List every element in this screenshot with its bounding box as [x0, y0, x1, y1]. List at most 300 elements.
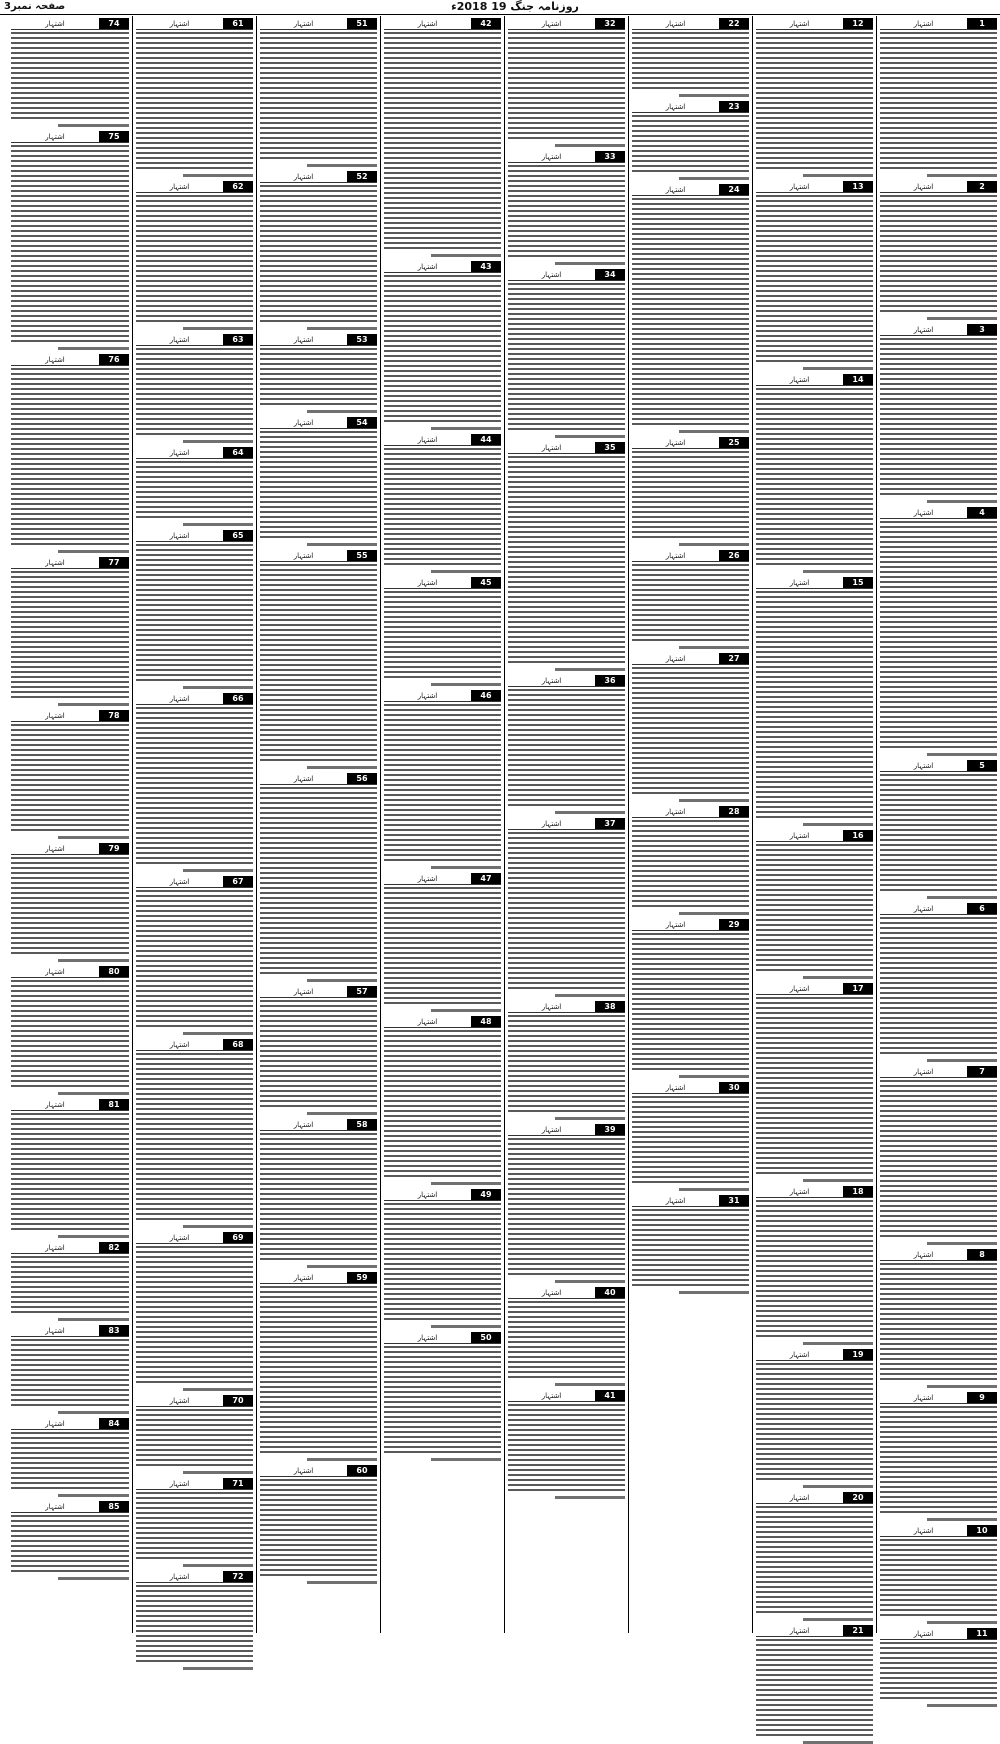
notice-label: اشتہار: [789, 1626, 810, 1635]
notice-header: [384, 690, 501, 702]
notice-header: [260, 417, 377, 429]
notice-label: اشتہار: [293, 551, 314, 560]
notice-last-line: [555, 1280, 625, 1283]
notice-number: 25: [719, 437, 749, 448]
notice-number: 79: [99, 843, 129, 854]
notice-text-block: [384, 1346, 501, 1456]
notice-38: [508, 1001, 625, 1120]
notice-label: اشتہار: [789, 19, 810, 28]
notice-number: 35: [595, 442, 625, 453]
notice-label: اشتہار: [665, 438, 686, 447]
notice-label: اشتہار: [417, 19, 438, 28]
notice-number: 57: [347, 986, 377, 997]
notice-label: اشتہار: [45, 1502, 65, 1511]
notice-72: [136, 1571, 253, 1670]
notice-header: [11, 557, 129, 569]
notice-text-block: [136, 461, 253, 521]
notice-header: [508, 269, 625, 281]
notice-last-line: [58, 1411, 129, 1414]
notice-text-block: [11, 368, 129, 548]
notice-label: اشتہار: [293, 1120, 314, 1129]
notice-label: اشتہار: [417, 1017, 438, 1026]
notice-31: [632, 1195, 749, 1294]
notice-number: 32: [595, 18, 625, 29]
column-5: [380, 16, 504, 1633]
notice-label: اشتہار: [45, 1100, 65, 1109]
notice-number: 56: [347, 773, 377, 784]
notice-label: اشتہار: [293, 774, 314, 783]
notice-84: [11, 1418, 129, 1497]
notice-last-line: [927, 317, 997, 320]
notice-last-line: [803, 367, 873, 370]
notice-header: [880, 1066, 997, 1078]
notice-text-block: [508, 1404, 625, 1494]
notice-last-line: [183, 1667, 253, 1670]
notice-last-line: [679, 1188, 749, 1191]
notice-header: [632, 437, 749, 449]
notice-last-line: [555, 144, 625, 147]
notice-header: [880, 181, 997, 193]
notice-last-line: [307, 1112, 377, 1115]
notice-label: اشتہار: [541, 1002, 562, 1011]
notice-number: 69: [223, 1232, 253, 1243]
notice-last-line: [183, 1564, 253, 1567]
notice-header: [880, 1525, 997, 1537]
notice-last-line: [679, 177, 749, 180]
notice-66: [136, 693, 253, 872]
notice-number: 15: [843, 577, 873, 588]
notice-number: 47: [471, 873, 501, 884]
notice-number: 46: [471, 690, 501, 701]
notice-16: [756, 830, 873, 979]
notice-label: اشتہار: [665, 1196, 686, 1205]
notice-27: [632, 653, 749, 802]
notice-header: [508, 442, 625, 454]
notice-last-line: [927, 1518, 997, 1521]
notice-label: اشتہار: [541, 1288, 562, 1297]
column-8: [8, 16, 132, 1633]
notice-11: [880, 1628, 997, 1707]
notice-label: اشتہار: [45, 132, 65, 141]
notice-label: اشتہار: [169, 1572, 190, 1581]
notice-number: 7: [967, 1066, 997, 1077]
notice-number: 66: [223, 693, 253, 704]
notice-header: [11, 131, 129, 143]
notice-label: اشتہار: [913, 904, 934, 913]
notice-label: اشتہار: [417, 578, 438, 587]
notice-text-block: [136, 544, 253, 684]
notice-text-block: [880, 1642, 997, 1702]
notice-header: [384, 1189, 501, 1201]
notice-77: [11, 557, 129, 706]
notice-label: اشتہار: [169, 19, 190, 28]
column-3: [628, 16, 752, 1633]
notice-label: اشتہار: [293, 987, 314, 996]
notice-text-block: [260, 787, 377, 977]
notice-number: 84: [99, 1418, 129, 1429]
notice-label: اشتہار: [665, 807, 686, 816]
notice-text-block: [260, 32, 377, 162]
notice-4: [880, 507, 997, 756]
notice-header: [11, 1501, 129, 1513]
notice-number: 67: [223, 876, 253, 887]
notice-number: 53: [347, 334, 377, 345]
notice-40: [508, 1287, 625, 1386]
notice-number: 11: [967, 1628, 997, 1639]
notice-text-block: [384, 275, 501, 425]
notice-label: اشتہار: [293, 418, 314, 427]
notice-header: [508, 151, 625, 163]
notice-last-line: [803, 1342, 873, 1345]
notice-number: 8: [967, 1249, 997, 1260]
notice-last-line: [555, 435, 625, 438]
notice-header: [756, 1492, 873, 1504]
notice-text-block: [260, 1479, 377, 1579]
notice-label: اشتہار: [169, 1040, 190, 1049]
notice-last-line: [555, 262, 625, 265]
column-2: [752, 16, 876, 1633]
notice-58: [260, 1119, 377, 1268]
notice-text-block: [11, 1432, 129, 1492]
notice-number: 51: [347, 18, 377, 29]
notice-text-block: [11, 1339, 129, 1409]
notice-label: اشتہار: [45, 1326, 65, 1335]
notice-text-block: [136, 348, 253, 438]
notice-header: [632, 101, 749, 113]
notice-text-block: [260, 348, 377, 408]
notice-63: [136, 334, 253, 443]
notice-text-block: [508, 165, 625, 260]
notice-header: [11, 18, 129, 30]
notice-number: 36: [595, 675, 625, 686]
notice-62: [136, 181, 253, 330]
notice-70: [136, 1395, 253, 1474]
notice-21: [756, 1625, 873, 1744]
notice-number: 59: [347, 1272, 377, 1283]
notice-header: [756, 1349, 873, 1361]
notice-last-line: [58, 1494, 129, 1497]
notice-header: [632, 18, 749, 30]
notice-label: اشتہار: [45, 19, 65, 28]
notice-text-block: [384, 704, 501, 864]
notice-text-block: [384, 1203, 501, 1323]
notice-number: 74: [99, 18, 129, 29]
notice-last-line: [679, 1075, 749, 1078]
notice-text-block: [11, 1113, 129, 1233]
notice-text-block: [880, 32, 997, 172]
notice-42: [384, 18, 501, 257]
notice-last-line: [307, 1458, 377, 1461]
notice-74: [11, 18, 129, 127]
notice-last-line: [431, 254, 501, 257]
notice-label: اشتہار: [789, 1350, 810, 1359]
notice-text-block: [260, 1133, 377, 1263]
notice-last-line: [679, 1291, 749, 1294]
notice-number: 54: [347, 417, 377, 428]
notice-number: 26: [719, 550, 749, 561]
notice-text-block: [632, 115, 749, 175]
notice-text-block: [880, 774, 997, 894]
notice-number: 77: [99, 557, 129, 568]
notice-15: [756, 577, 873, 826]
notice-header: [136, 18, 253, 30]
notice-last-line: [927, 1242, 997, 1245]
notice-last-line: [803, 570, 873, 573]
notice-number: 19: [843, 1349, 873, 1360]
notice-number: 60: [347, 1465, 377, 1476]
notice-number: 31: [719, 1195, 749, 1206]
notice-header: [136, 1478, 253, 1490]
notice-text-block: [384, 887, 501, 1007]
notice-label: اشتہار: [541, 819, 562, 828]
notice-69: [136, 1232, 253, 1391]
notice-23: [632, 101, 749, 180]
notice-header: [11, 966, 129, 978]
notice-text-block: [11, 980, 129, 1090]
notice-header: [260, 986, 377, 998]
notice-last-line: [431, 866, 501, 869]
notice-29: [632, 919, 749, 1078]
notice-text-block: [11, 857, 129, 957]
notice-text-block: [756, 1639, 873, 1739]
notice-header: [260, 1272, 377, 1284]
notice-label: اشتہار: [293, 335, 314, 344]
notice-header: [384, 1016, 501, 1028]
notice-53: [260, 334, 377, 413]
notice-last-line: [183, 1388, 253, 1391]
notice-text-block: [384, 591, 501, 681]
notice-81: [11, 1099, 129, 1238]
notice-header: [632, 653, 749, 665]
notice-label: اشتہار: [417, 691, 438, 700]
notice-text-block: [384, 32, 501, 252]
notice-text-block: [756, 844, 873, 974]
notice-header: [756, 1625, 873, 1637]
notice-label: اشتہار: [169, 448, 190, 457]
notice-last-line: [307, 766, 377, 769]
notice-last-line: [183, 1225, 253, 1228]
masthead: [0, 0, 1000, 15]
notice-number: 13: [843, 181, 873, 192]
notice-number: 76: [99, 354, 129, 365]
notice-header: [11, 1242, 129, 1254]
notice-last-line: [803, 823, 873, 826]
notice-number: 85: [99, 1501, 129, 1512]
notice-17: [756, 983, 873, 1182]
notice-text-block: [136, 195, 253, 325]
notice-label: اشتہار: [789, 578, 810, 587]
notice-number: 18: [843, 1186, 873, 1197]
notice-label: اشتہار: [913, 761, 934, 770]
notice-24: [632, 184, 749, 433]
notice-45: [384, 577, 501, 686]
notice-2: [880, 181, 997, 320]
notice-last-line: [555, 1117, 625, 1120]
notice-48: [384, 1016, 501, 1185]
notice-85: [11, 1501, 129, 1580]
notice-header: [260, 18, 377, 30]
notice-text-block: [632, 32, 749, 92]
notice-header: [632, 919, 749, 931]
notice-number: 40: [595, 1287, 625, 1298]
notice-label: اشتہار: [169, 182, 190, 191]
notice-13: [756, 181, 873, 370]
notice-number: 48: [471, 1016, 501, 1027]
notice-number: 78: [99, 710, 129, 721]
notice-number: 44: [471, 434, 501, 445]
notice-41: [508, 1390, 625, 1499]
notice-18: [756, 1186, 873, 1345]
notice-last-line: [555, 1496, 625, 1499]
notice-text-block: [136, 1585, 253, 1665]
notice-text-block: [756, 1506, 873, 1616]
notice-text-block: [508, 1015, 625, 1115]
notice-text-block: [508, 32, 625, 142]
notice-header: [384, 261, 501, 273]
notice-20: [756, 1492, 873, 1621]
notice-text-block: [136, 1246, 253, 1386]
notice-label: اشتہار: [665, 1083, 686, 1092]
notice-header: [136, 1232, 253, 1244]
notice-label: اشتہار: [789, 831, 810, 840]
notice-label: اشتہار: [45, 558, 65, 567]
notice-10: [880, 1525, 997, 1624]
notice-last-line: [307, 1265, 377, 1268]
notice-71: [136, 1478, 253, 1567]
notice-text-block: [632, 1096, 749, 1186]
notice-text-block: [632, 667, 749, 797]
notice-last-line: [803, 1618, 873, 1621]
notice-label: اشتہار: [417, 262, 438, 271]
notice-text-block: [756, 591, 873, 821]
notice-header: [756, 983, 873, 995]
notice-label: اشتہار: [293, 1273, 314, 1282]
notice-last-line: [58, 1235, 129, 1238]
notice-header: [136, 693, 253, 705]
notice-text-block: [136, 890, 253, 1030]
notice-header: [11, 1099, 129, 1111]
notice-header: [880, 1392, 997, 1404]
notice-header: [880, 903, 997, 915]
notice-28: [632, 806, 749, 915]
notice-header: [260, 1119, 377, 1131]
notice-last-line: [183, 327, 253, 330]
notice-12: [756, 18, 873, 177]
notice-header: [632, 1195, 749, 1207]
notice-number: 82: [99, 1242, 129, 1253]
page-number: صفحہ نمبر3: [4, 1, 66, 12]
notice-number: 52: [347, 171, 377, 182]
notice-number: 2: [967, 181, 997, 192]
notice-label: اشتہار: [789, 182, 810, 191]
notice-last-line: [927, 500, 997, 503]
notice-label: اشتہار: [913, 1526, 934, 1535]
notice-3: [880, 324, 997, 503]
notice-header: [756, 577, 873, 589]
notice-text-block: [11, 32, 129, 122]
notice-last-line: [927, 1704, 997, 1707]
notice-label: اشتہار: [665, 102, 686, 111]
notice-header: [384, 1332, 501, 1344]
notice-header: [508, 1390, 625, 1402]
notice-label: اشتہار: [169, 1233, 190, 1242]
notice-last-line: [58, 959, 129, 962]
notice-text-block: [11, 724, 129, 834]
notice-last-line: [679, 543, 749, 546]
notice-number: 41: [595, 1390, 625, 1401]
notice-last-line: [183, 1471, 253, 1474]
notice-text-block: [632, 451, 749, 541]
column-6: [256, 16, 380, 1633]
notice-label: اشتہار: [665, 920, 686, 929]
notice-label: اشتہار: [913, 182, 934, 191]
notice-header: [880, 760, 997, 772]
notice-label: اشتہار: [541, 443, 562, 452]
notice-header: [136, 530, 253, 542]
notice-number: 37: [595, 818, 625, 829]
notice-last-line: [183, 686, 253, 689]
notice-14: [756, 374, 873, 573]
notice-number: 71: [223, 1478, 253, 1489]
notice-label: اشتہار: [789, 375, 810, 384]
notice-number: 23: [719, 101, 749, 112]
notice-header: [508, 1287, 625, 1299]
notice-50: [384, 1332, 501, 1461]
notice-number: 12: [843, 18, 873, 29]
notice-number: 17: [843, 983, 873, 994]
notice-1: [880, 18, 997, 177]
notice-label: اشتہار: [541, 270, 562, 279]
notice-text-block: [508, 1138, 625, 1278]
notice-header: [384, 434, 501, 446]
notice-25: [632, 437, 749, 546]
notice-header: [11, 1418, 129, 1430]
notice-header: [136, 876, 253, 888]
notice-header: [136, 1571, 253, 1583]
notice-7: [880, 1066, 997, 1245]
notice-last-line: [803, 1485, 873, 1488]
notice-label: اشتہار: [169, 335, 190, 344]
notice-last-line: [58, 703, 129, 706]
notice-55: [260, 550, 377, 769]
notice-text-block: [756, 997, 873, 1177]
notice-32: [508, 18, 625, 147]
notice-text-block: [756, 195, 873, 365]
notice-number: 3: [967, 324, 997, 335]
notice-number: 83: [99, 1325, 129, 1336]
notice-text-block: [260, 1286, 377, 1456]
notice-number: 58: [347, 1119, 377, 1130]
notice-last-line: [58, 124, 129, 127]
notice-last-line: [431, 1325, 501, 1328]
notice-label: اشتہار: [169, 531, 190, 540]
notice-header: [260, 773, 377, 785]
notice-label: اشتہار: [665, 19, 686, 28]
notice-header: [11, 710, 129, 722]
notice-text-block: [632, 820, 749, 910]
notice-text-block: [632, 198, 749, 428]
notice-36: [508, 675, 625, 814]
notice-label: اشتہار: [45, 1419, 65, 1428]
notice-label: اشتہار: [293, 172, 314, 181]
notice-37: [508, 818, 625, 997]
notice-last-line: [803, 976, 873, 979]
notice-label: اشتہار: [913, 508, 934, 517]
notice-text-block: [632, 564, 749, 644]
notice-text-block: [384, 448, 501, 568]
notice-header: [632, 806, 749, 818]
notice-label: اشتہار: [417, 874, 438, 883]
